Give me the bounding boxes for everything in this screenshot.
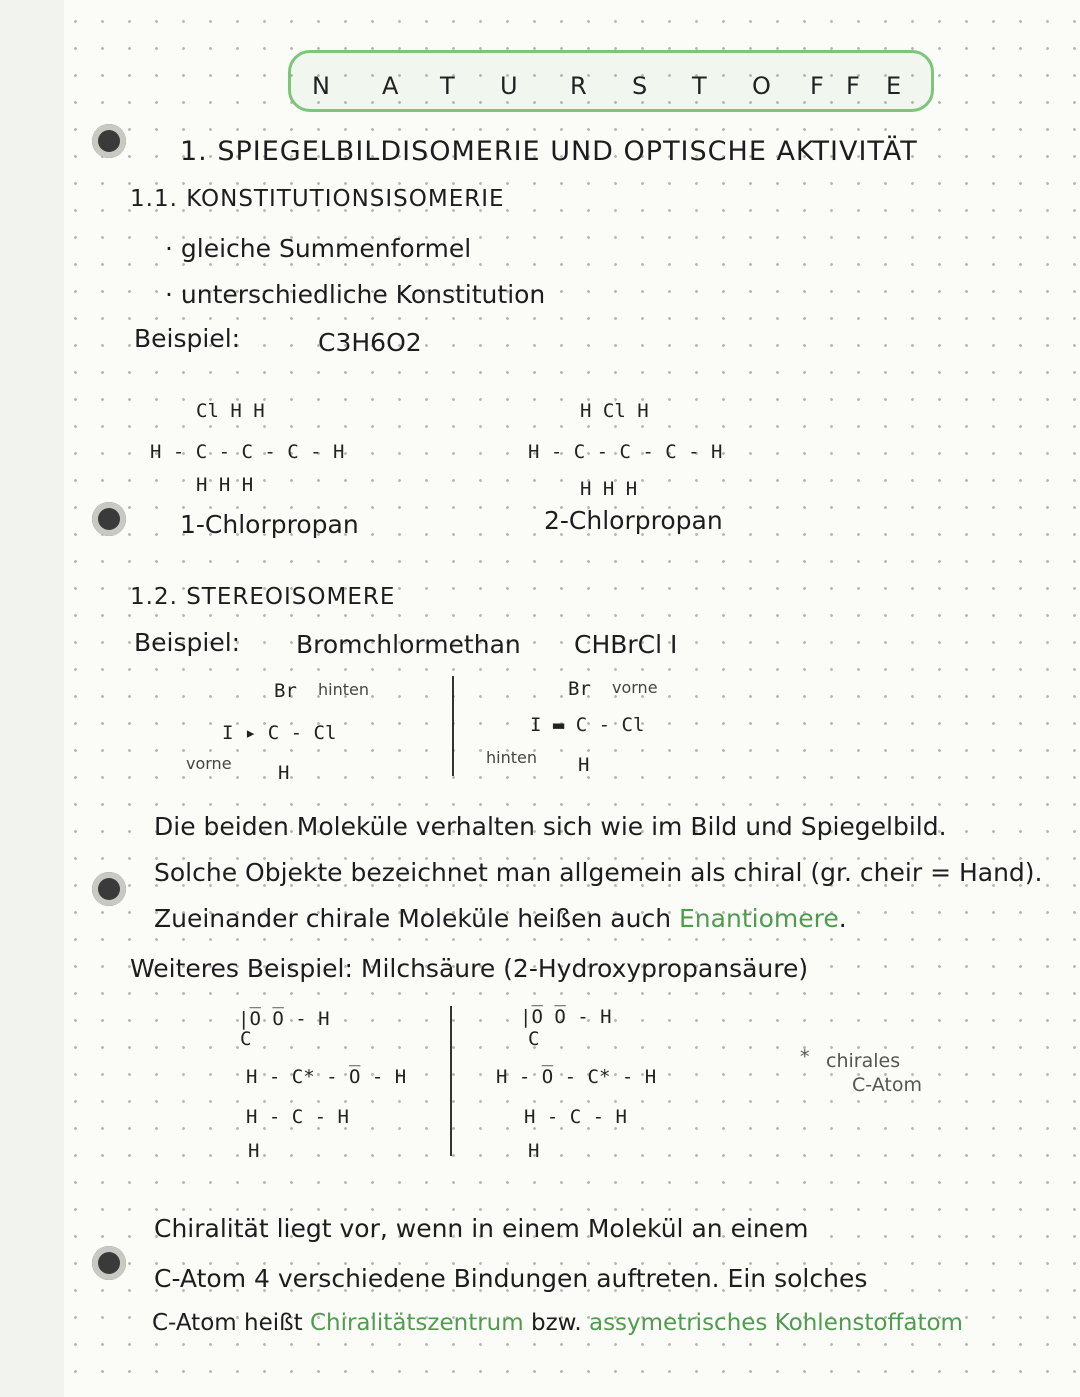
heading-main: 1. SPIEGELBILDISOMERIE UND OPTISCHE AKTIVITÄT — [180, 136, 918, 167]
example-label: Beispiel: — [134, 324, 241, 353]
paragraph-line: Die beiden Moleküle verhalten sich wie im Bild und Spiegelbild. — [154, 812, 947, 841]
punctuation: . — [838, 904, 847, 933]
paragraph-line: C-Atom 4 verschiedene Bindungen auftreten. Ein solches — [154, 1264, 868, 1293]
molecule-row: |O̅ O̅ - H — [520, 1006, 612, 1028]
mirror-line — [452, 676, 454, 776]
heading-stereoisomere: 1.2. STEREOISOMERE — [130, 584, 396, 610]
asterisk: * — [800, 1046, 810, 1068]
molecule-row: H - C* - O̅ - H — [246, 1066, 407, 1088]
paragraph-line — [154, 906, 847, 931]
title-letter: A — [382, 72, 400, 100]
molecule-row: H - C - C - C - H — [528, 441, 723, 463]
molecule-row: I ▬ C - Cl — [530, 714, 645, 736]
note-text: chirales — [826, 1050, 901, 1072]
position-note: vorne — [612, 678, 658, 697]
title-letter: T — [692, 72, 708, 100]
paragraph-text: C-Atom heißt — [152, 1310, 303, 1336]
example-label: Weiteres Beispiel: — [130, 954, 353, 983]
example-name: Milchsäure (2-Hydroxypropansäure) — [360, 954, 809, 983]
binder-hole — [92, 1246, 126, 1280]
molecule-row: H — [528, 1140, 540, 1162]
molecule-row: I ▸ C - Cl — [222, 722, 337, 744]
term-asymmetric-carbon: assymetrisches Kohlenstoffatom — [588, 1310, 963, 1336]
title-letter: U — [500, 72, 519, 100]
term-chiralitaetszentrum: Chiralitätszentrum — [309, 1310, 524, 1336]
heading-konstitutionsisomerie: 1.1. KONSTITUTIONSISOMERIE — [130, 186, 505, 212]
bullet-item: · gleiche Summenformel — [165, 234, 472, 263]
molecule-row: H H H — [196, 474, 254, 496]
title-letter: S — [632, 72, 649, 100]
bullet-item: · unterschiedliche Konstitution — [165, 280, 546, 309]
example-formula: CHBrCl I — [574, 630, 678, 659]
bullet-text: unterschiedliche Konstitution — [180, 280, 546, 309]
title-letter: F — [810, 72, 825, 100]
molecule-name: 1-Chlorpropan — [180, 510, 359, 539]
connector-text: bzw. — [530, 1310, 582, 1336]
binder-hole — [92, 124, 126, 158]
binder-hole — [92, 872, 126, 906]
title-letter: E — [886, 72, 903, 100]
molecule-row: H - C - H — [524, 1106, 627, 1128]
atom-label: H — [578, 754, 590, 776]
title-letter: F — [846, 72, 861, 100]
position-note: vorne — [186, 754, 232, 773]
atom-label: Br — [568, 678, 591, 700]
bullet-text: gleiche Summenformel — [180, 234, 472, 263]
title-letter: T — [440, 72, 456, 100]
molecule-row: H H H — [580, 478, 638, 500]
paragraph-line: Solche Objekte bezeichnet man allgemein als chiral (gr. cheir = Hand). — [154, 858, 1043, 887]
atom-label: Br — [274, 680, 297, 702]
position-note: hinten — [486, 748, 537, 767]
atom-label: H — [278, 762, 290, 784]
paragraph-line: Chiralität liegt vor, wenn in einem Molekül an einem — [154, 1214, 809, 1243]
molecule-row: C — [528, 1028, 540, 1050]
molecule-row: C — [240, 1028, 252, 1050]
molecule-row: |O̅ O̅ - H — [238, 1008, 330, 1030]
title-letter: N — [312, 72, 331, 100]
molecule-name: 2-Chlorpropan — [544, 506, 723, 535]
example-label: Beispiel: — [134, 628, 241, 657]
position-note: hinten — [318, 680, 369, 699]
note-text: C-Atom — [852, 1074, 922, 1096]
paragraph-line — [152, 1312, 963, 1335]
molecule-row: H - C - C - C - H — [150, 441, 345, 463]
paragraph-line — [130, 956, 808, 981]
example-name: Bromchlormethan — [296, 630, 521, 659]
title-letter: O — [752, 72, 772, 100]
paragraph-text: Zueinander chirale Moleküle heißen auch — [154, 904, 672, 933]
molecule-row: H - C - H — [246, 1106, 349, 1128]
title-letter: R — [570, 72, 588, 100]
molecule-row: H Cl H — [580, 400, 649, 422]
mirror-line — [450, 1006, 452, 1156]
term-enantiomere: Enantiomere — [679, 904, 839, 933]
page-edge — [0, 0, 64, 1397]
molecule-row: Cl H H — [196, 400, 265, 422]
sum-formula: C3H6O2 — [318, 328, 422, 357]
binder-hole — [92, 502, 126, 536]
molecule-row: H - O̅ - C* - H — [496, 1066, 657, 1088]
molecule-row: H — [248, 1140, 260, 1162]
